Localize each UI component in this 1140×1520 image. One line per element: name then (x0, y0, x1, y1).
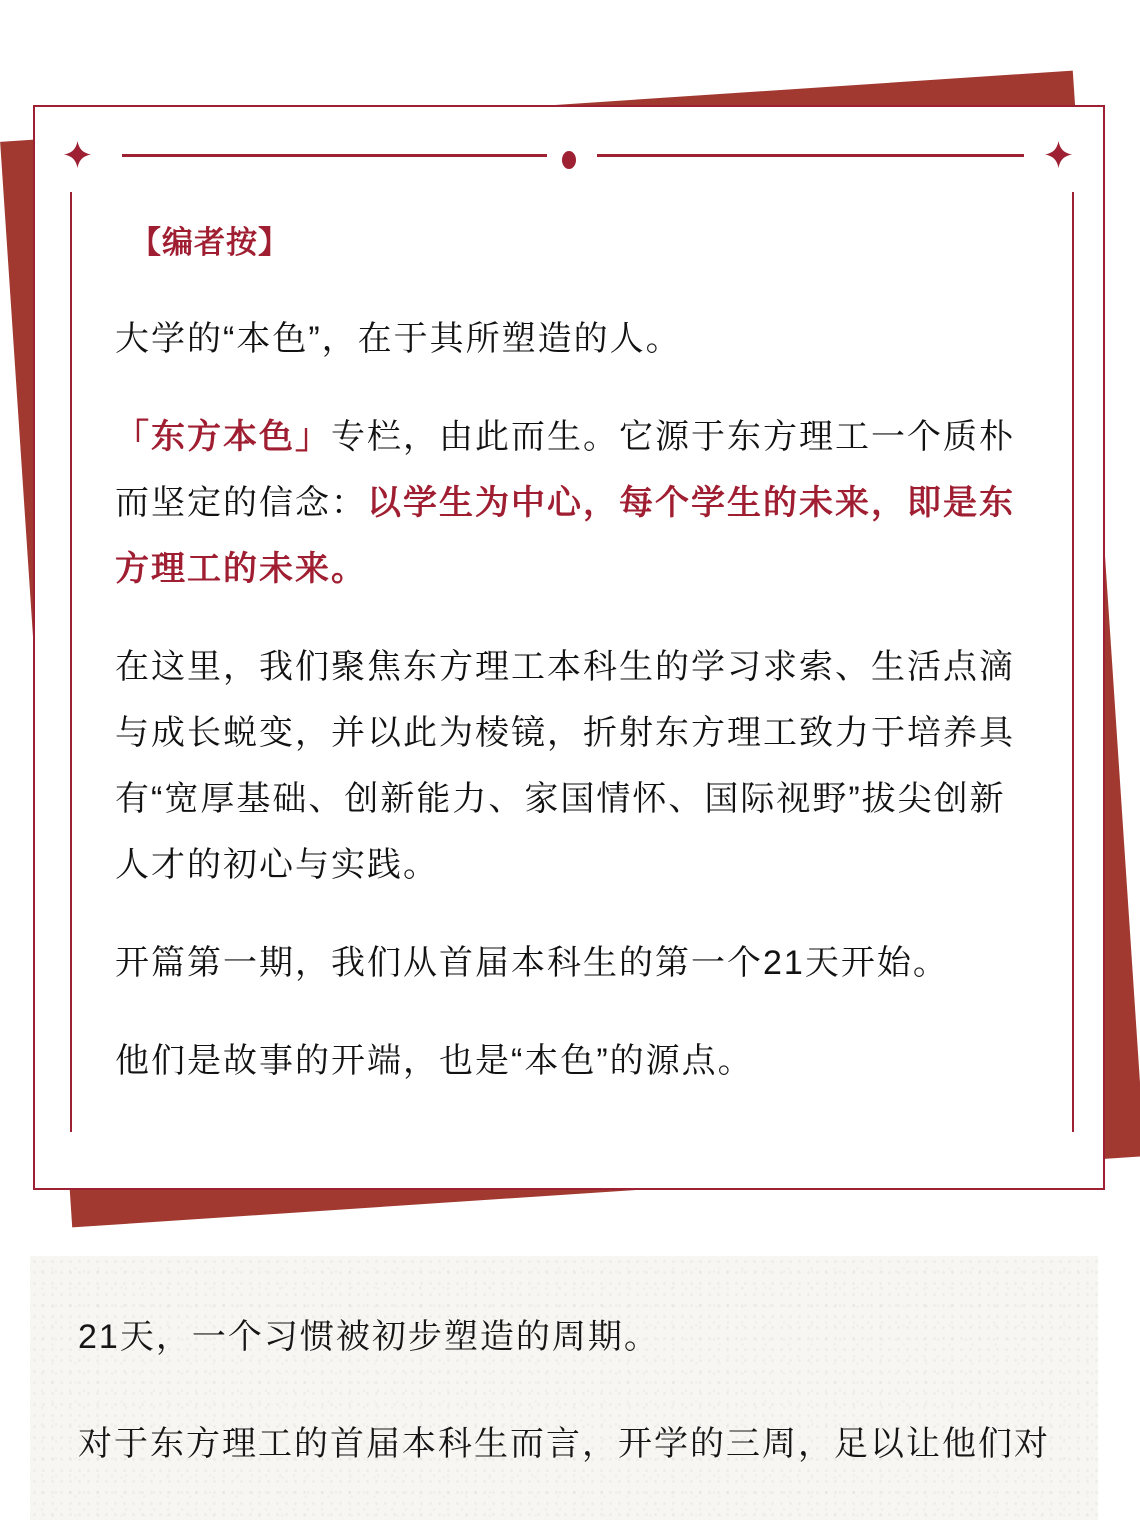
paper-texture-section (30, 1256, 1098, 1520)
paragraph (115, 1028, 1033, 1094)
paragraph (115, 306, 1033, 372)
editor-note-title: 【编者按】 (130, 225, 290, 260)
paragraph (115, 930, 1033, 996)
editor-note-body (115, 306, 1033, 1126)
paragraph: 对于东方理工的首届本科生而言，开学的三周，足以让他们对 (78, 1425, 1050, 1463)
divider-rule-right (597, 154, 1024, 157)
inner-frame-rule-left (70, 192, 72, 1132)
text-segment: 他们是故事的开端，也是“本色”的源点。 (115, 1042, 754, 1080)
paragraph (115, 404, 1033, 602)
text-segment: 在这里，我们聚焦东方理工本科生的学习求索、生活点滴与成长蜕变，并以此为棱镜，折射东方理工致力于培养具有“宽厚基础、创新能力、家国情怀、国际视野”拔尖创新人才的初心与实践。 (115, 648, 1015, 884)
inner-frame-rule-right (1072, 192, 1074, 1132)
text-segment: 开篇第一期，我们从首届本科生的第一个21天开始。 (115, 944, 949, 982)
text-segment: 大学的“本色”，在于其所塑造的人。 (115, 320, 682, 358)
highlighted-text-segment: 以学生为中心，每个学生的未来，即是东方理工的未来。 (115, 484, 1015, 588)
editor-note-card (33, 105, 1105, 1190)
four-point-star-icon (64, 141, 91, 168)
bottom-section-body (78, 1304, 1068, 1518)
four-point-star-icon (1045, 141, 1072, 168)
highlighted-text-segment: 「东方本色」 (115, 418, 331, 456)
divider-dot (562, 151, 576, 169)
text-segment: 专栏，由此而生。它源于东方理工一个质朴而坚定的信念： (115, 418, 1015, 522)
paragraph (115, 634, 1033, 898)
paragraph: 21天，一个习惯被初步塑造的周期。 (78, 1318, 660, 1356)
divider-rule-left (122, 154, 547, 157)
